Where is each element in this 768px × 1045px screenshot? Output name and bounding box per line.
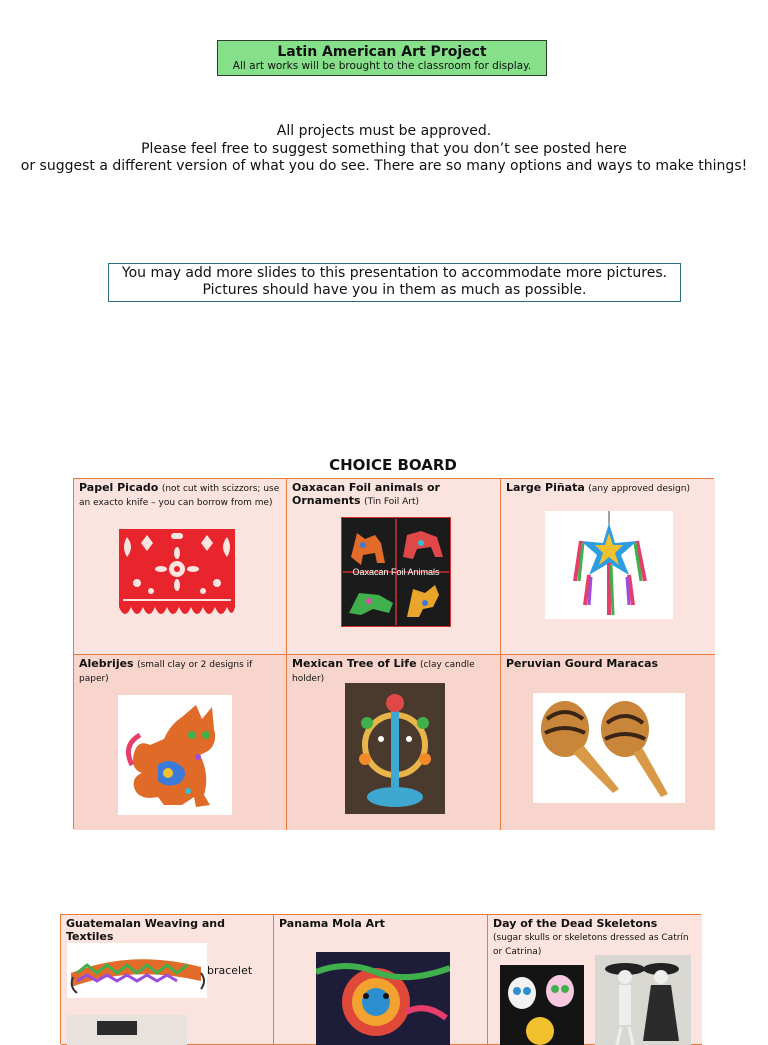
cell-title: Guatemalan Weaving and Textiles: [66, 917, 225, 943]
mola-art-image: [316, 952, 450, 1045]
foil-animals-caption: Oaxacan Foil Animals: [352, 567, 440, 577]
cell-alebrijes: [74, 655, 287, 830]
notice-line-2: Pictures should have you in them as much as possible.: [202, 282, 587, 298]
cell-title: Papel Picado: [79, 481, 159, 494]
papel-picado-image: [117, 525, 237, 625]
intro-text: [0, 123, 768, 176]
cell-note: (not cut with scizzors; use an exacto knife – you can borrow from me): [79, 484, 280, 508]
bracelet-label: bracelet: [207, 964, 253, 977]
intro-line-3: or suggest a different version of what you do see. There are so many options and ways to make things!: [20, 158, 748, 174]
project-title-box: [217, 40, 547, 76]
alebrije-cat-image: [118, 695, 232, 815]
intro-line-1: All projects must be approved.: [276, 123, 492, 139]
cell-tree-of-life: [287, 655, 501, 830]
cell-title: Oaxacan Foil animals or Ornaments: [292, 481, 440, 507]
sugar-skulls-image: [500, 965, 584, 1045]
bracelet-image: [67, 943, 207, 998]
choice-board-title: CHOICE BOARD: [329, 456, 457, 474]
cell-papel-picado: [74, 479, 287, 655]
cell-title: Panama Mola Art: [279, 917, 385, 930]
maracas-image: [533, 693, 685, 803]
cell-title: Alebrijes: [79, 657, 134, 670]
foil-animals-image: [341, 517, 451, 627]
cell-gourd-maracas: [501, 655, 715, 830]
weaving-image-2: [67, 1015, 187, 1045]
cell-title: Day of the Dead Skeletons: [493, 917, 658, 930]
cell-note: (sugar skulls or skeletons dressed as Catrín or Catrina): [493, 933, 689, 957]
project-title: Latin American Art Project: [277, 44, 487, 60]
cell-note: (Tin Foil Art): [364, 497, 420, 507]
cell-oaxacan-foil: [287, 479, 501, 655]
cell-title: Mexican Tree of Life: [292, 657, 417, 670]
cell-note: (any approved design): [588, 484, 690, 494]
notice-line-1: You may add more slides to this presentation to accommodate more pictures.: [121, 265, 668, 281]
choice-board-grid: [73, 478, 714, 829]
second-board-grid: [60, 914, 701, 1044]
pinata-image: [545, 511, 673, 619]
cell-panama-mola: [274, 915, 488, 1045]
notice-box: [108, 263, 681, 302]
project-subtitle: All art works will be brought to the classroom for display.: [232, 60, 532, 72]
cell-guatemalan-weaving: [61, 915, 274, 1045]
cell-day-of-dead: [488, 915, 702, 1045]
cell-note: (clay candle holder): [292, 660, 475, 684]
cell-note: (small clay or 2 designs if paper): [79, 660, 253, 684]
tree-of-life-image: [345, 683, 445, 814]
catrina-skeletons-image: [595, 955, 691, 1045]
cell-title: Peruvian Gourd Maracas: [506, 657, 659, 670]
intro-line-2: Please feel free to suggest something that you don’t see posted here: [141, 140, 627, 157]
cell-large-pinata: [501, 479, 715, 655]
cell-title: Large Piñata: [506, 481, 585, 494]
